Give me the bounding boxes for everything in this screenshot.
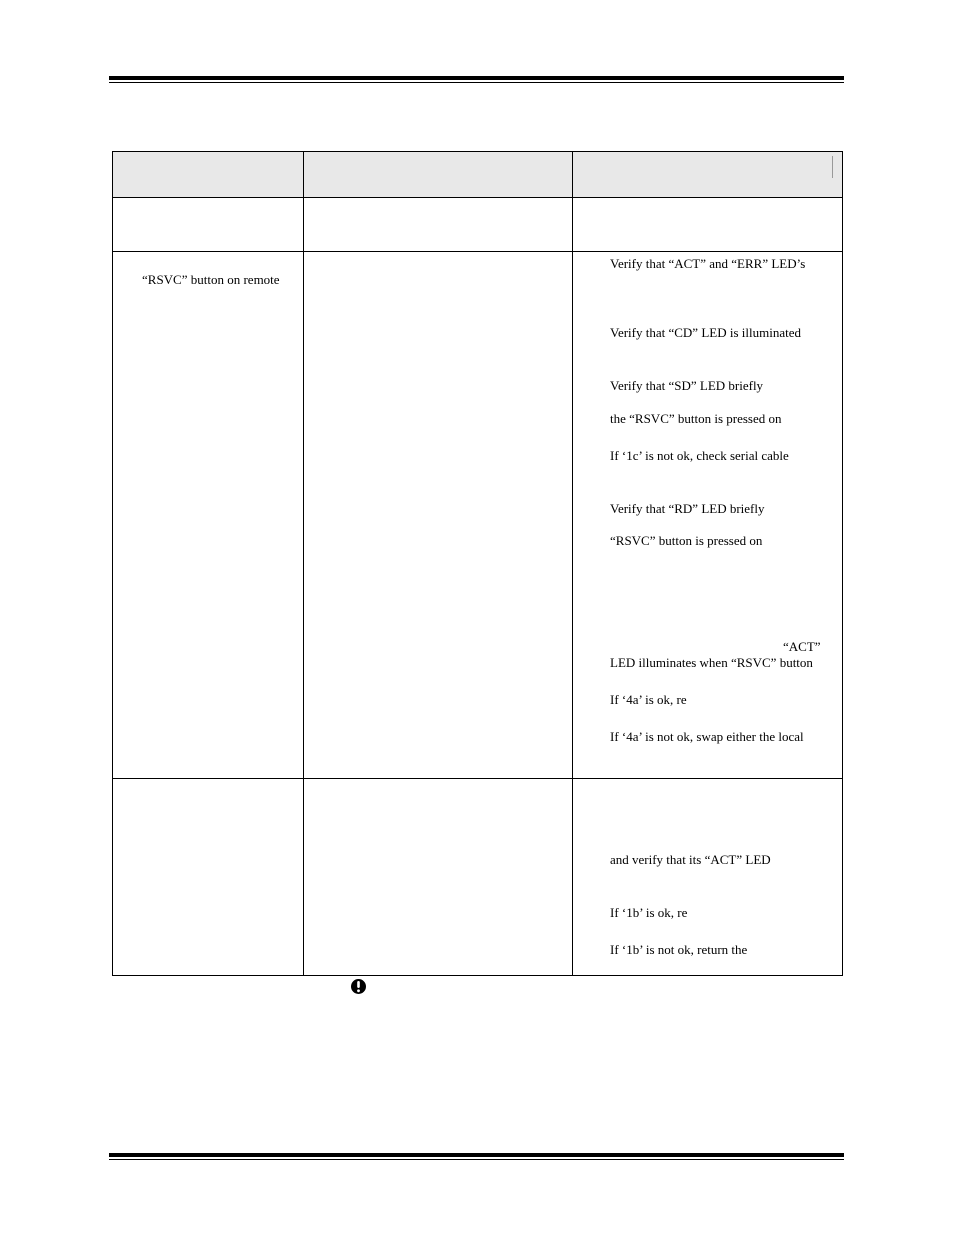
row2-step-line: Verify that “CD” LED is illuminated <box>610 325 801 340</box>
row2-step-line: the “RSVC” button is pressed on <box>610 411 782 426</box>
row2-step-line: LED illuminates when “RSVC” button <box>610 655 813 670</box>
footer-rule-thin <box>109 1159 844 1160</box>
column-divider-1 <box>303 152 304 975</box>
row-divider-header <box>113 197 842 198</box>
row3-step-line: and verify that its “ACT” LED <box>610 852 771 867</box>
row2-step-line: “ACT” <box>783 639 821 654</box>
info-circle-icon <box>350 978 367 995</box>
row2-step-line: Verify that “SD” LED briefly <box>610 378 764 393</box>
header-edge-mark <box>832 156 833 178</box>
row2-step-line: If ‘4a’ is ok, re <box>610 692 687 707</box>
row3-step-line: If ‘1b’ is ok, re <box>610 905 688 920</box>
header-rule-thin <box>109 82 844 83</box>
row-divider-1 <box>113 251 842 252</box>
row3-step-line: If ‘1b’ is not ok, return the <box>610 942 748 957</box>
row-divider-2 <box>113 778 842 779</box>
column-divider-2 <box>572 152 573 975</box>
row2-step-line: Verify that “ACT” and “ERR” LED’s <box>610 256 806 271</box>
row2-symptom-text: “RSVC” button on remote <box>142 272 280 287</box>
row2-step-line: Verify that “RD” LED briefly <box>610 501 765 516</box>
header-rule-thick <box>109 76 844 80</box>
footer-rule-thick <box>109 1153 844 1157</box>
row2-step-line: “RSVC” button is pressed on <box>610 533 763 548</box>
table-header-row <box>113 152 842 197</box>
row2-step-line: If ‘4a’ is not ok, swap either the local <box>610 729 804 744</box>
row2-step-line: If ‘1c’ is not ok, check serial cable <box>610 448 789 463</box>
troubleshooting-table <box>112 151 843 976</box>
